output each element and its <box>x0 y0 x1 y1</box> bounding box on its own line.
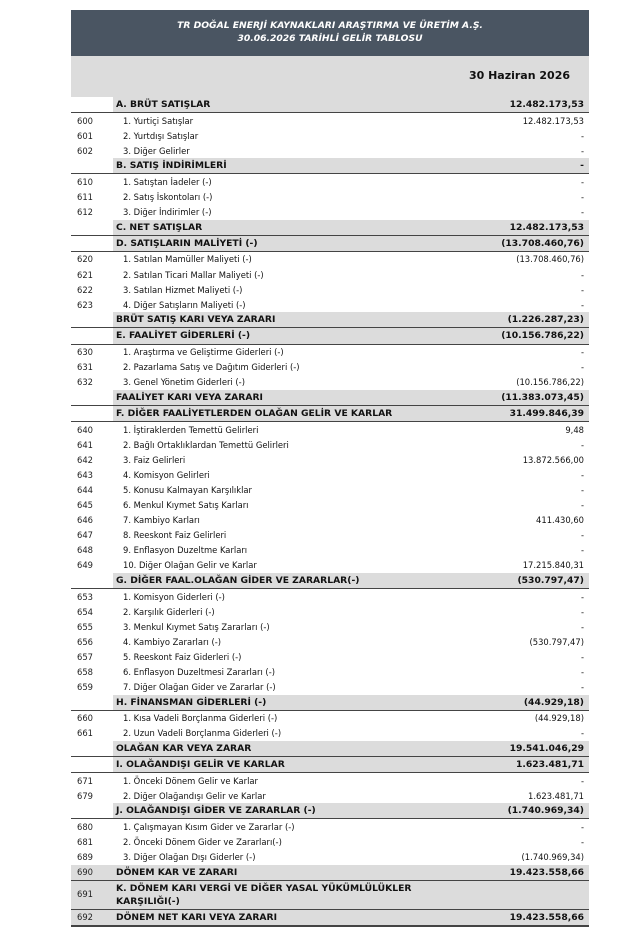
account-row <box>71 251 589 267</box>
account-name: E. FAALİYET GİDERLERİ (-) <box>113 328 416 344</box>
account-name: 6. Enflasyon Duzeltmesi Zararları (-) <box>123 667 275 678</box>
account-value: - <box>580 439 584 450</box>
account-code: 658 <box>77 667 93 678</box>
account-code: 610 <box>77 177 93 188</box>
account-row <box>71 143 589 158</box>
account-name: G. DİĞER FAAL.OLAĞAN GİDER VE ZARARLAR(-) <box>113 573 416 589</box>
account-row <box>71 850 589 865</box>
account-code: 648 <box>77 545 93 556</box>
account-row <box>71 421 589 437</box>
account-code: 655 <box>77 621 93 632</box>
account-name: 2. Satış İskontoları (-) <box>123 192 213 203</box>
account-code: 611 <box>77 192 93 203</box>
account-code <box>71 741 113 757</box>
account-row <box>71 543 589 558</box>
account-value: - <box>580 837 584 848</box>
account-code: 600 <box>77 115 93 126</box>
account-name: 2. Yurtdışı Satışlar <box>123 130 199 141</box>
account-name: 2. Uzun Vadeli Borçlanma Giderleri (-) <box>123 728 282 739</box>
section-row <box>71 880 589 909</box>
account-name: 4. Kambiyo Zararları (-) <box>123 636 222 647</box>
statement-header <box>71 10 589 56</box>
account-name: 2. Pazarlama Satış ve Dağıtım Giderleri (-) <box>123 362 300 373</box>
account-code: 645 <box>77 499 93 510</box>
account-value: 411.430,60 <box>536 515 584 526</box>
account-name: 1. Satıştan İadeler (-) <box>123 177 212 188</box>
account-code: 643 <box>77 469 93 480</box>
account-code: 632 <box>77 377 93 388</box>
account-code: 621 <box>77 269 93 280</box>
account-row <box>71 819 589 835</box>
account-name: 1. Çalışmayan Kısım Gider ve Zararlar (-) <box>123 821 295 832</box>
account-name: C. NET SATIŞLAR <box>113 220 416 236</box>
account-name: 7. Kambiyo Karları <box>123 515 200 526</box>
account-code <box>71 220 113 236</box>
account-name: 1. Yurtiçi Satışlar <box>123 115 194 126</box>
account-row <box>71 467 589 482</box>
account-name: 5. Reeskont Faiz Giderleri (-) <box>123 651 242 662</box>
account-code: 623 <box>77 299 93 310</box>
account-code: 671 <box>77 775 93 786</box>
account-value: 1.623.481,71 <box>416 757 589 773</box>
account-code: 681 <box>77 837 93 848</box>
account-value: (44.929,18) <box>534 713 584 724</box>
account-value: - <box>580 530 584 541</box>
account-code: 630 <box>77 347 93 358</box>
account-row <box>71 835 589 850</box>
account-value: 19.541.046,29 <box>416 741 589 757</box>
account-name: 3. Diğer İndirimler (-) <box>123 207 212 218</box>
income-statement <box>71 10 589 927</box>
account-code: 649 <box>77 560 93 571</box>
account-row <box>71 482 589 497</box>
account-name: A. BRÜT SATIŞLAR <box>113 97 416 113</box>
account-code: 656 <box>77 636 93 647</box>
income-table <box>71 97 589 927</box>
account-row <box>71 297 589 312</box>
account-value: - <box>580 130 584 141</box>
account-value: - <box>580 728 584 739</box>
account-value: (1.740.969,34) <box>416 803 589 819</box>
section-row <box>71 220 589 236</box>
account-row <box>71 205 589 220</box>
account-name: 1. İştiraklerden Temettü Gelirleri <box>123 424 259 435</box>
account-value: (530.797,47) <box>416 573 589 589</box>
account-row <box>71 604 589 619</box>
account-row <box>71 649 589 664</box>
account-value: - <box>580 469 584 480</box>
account-row <box>71 174 589 190</box>
section-row <box>71 405 589 421</box>
period-header <box>71 56 589 94</box>
account-name: 2. Karşılık Giderleri (-) <box>123 606 215 617</box>
company-name: TR DOĞAL ENERJİ KAYNAKLARI ARAŞTIRMA VE ÜRETİM A.Ş. <box>177 20 483 31</box>
account-name: 4. Komisyon Gelirleri <box>123 469 210 480</box>
account-value: 19.423.558,66 <box>416 865 589 881</box>
account-value: (10.156.786,22) <box>516 377 584 388</box>
account-name: 1. Komisyon Giderleri (-) <box>123 591 225 602</box>
account-code: 657 <box>77 651 93 662</box>
statement-title: 30.06.2026 TARİHLİ GELİR TABLOSU <box>237 33 423 44</box>
account-row <box>71 497 589 512</box>
account-name: BRÜT SATIŞ KARI VEYA ZARARI <box>113 312 416 328</box>
account-value: (10.156.786,22) <box>416 328 589 344</box>
account-row <box>71 680 589 695</box>
account-row <box>71 344 589 360</box>
account-row <box>71 619 589 634</box>
account-code <box>71 235 113 251</box>
account-value: - <box>580 362 584 373</box>
account-name: 4. Diğer Satışların Maliyeti (-) <box>123 299 246 310</box>
section-row <box>71 573 589 589</box>
account-code: 644 <box>77 484 93 495</box>
account-row <box>71 452 589 467</box>
account-value: - <box>580 269 584 280</box>
account-name: 5. Konusu Kalmayan Karşılıklar <box>123 484 252 495</box>
account-value: - <box>580 545 584 556</box>
account-value: - <box>580 207 584 218</box>
account-name: K. DÖNEM KARI VERGİ VE DİĞER YASAL YÜKÜMLÜLÜKLER KARŞILIĞI(-) <box>113 880 416 909</box>
account-code: 679 <box>77 790 93 801</box>
account-code <box>71 573 113 589</box>
account-code <box>71 695 113 711</box>
account-row <box>71 558 589 573</box>
account-code: 631 <box>77 362 93 373</box>
account-name: 9. Enflasyon Duzeltme Karları <box>123 545 248 556</box>
account-name: 2. Diğer Olağandışı Gelir ve Karlar <box>123 790 266 801</box>
account-name: DÖNEM KAR VE ZARARI <box>113 865 416 881</box>
account-name: H. FİNANSMAN GİDERLERİ (-) <box>113 695 416 711</box>
account-row <box>71 282 589 297</box>
account-row <box>71 773 589 789</box>
section-row <box>71 741 589 757</box>
account-row <box>71 267 589 282</box>
section-row <box>71 158 589 174</box>
account-name: 2. Bağlı Ortaklıklardan Temettü Gelirleri <box>123 439 289 450</box>
account-value: - <box>580 499 584 510</box>
account-code: 692 <box>71 909 113 926</box>
account-name: DÖNEM NET KARI VEYA ZARARI <box>113 909 416 926</box>
account-value: - <box>416 158 589 174</box>
account-code: 690 <box>71 865 113 881</box>
account-row <box>71 513 589 528</box>
account-row <box>71 664 589 679</box>
account-name: 1. Satılan Mamüller Maliyeti (-) <box>123 254 252 265</box>
account-value: - <box>580 606 584 617</box>
account-value: - <box>580 775 584 786</box>
account-value: - <box>580 299 584 310</box>
account-name: 7. Diğer Olağan Gider ve Zararlar (-) <box>123 682 276 693</box>
account-name: FAALİYET KARI VEYA ZARARI <box>113 390 416 406</box>
account-value: (11.383.073,45) <box>416 390 589 406</box>
account-code <box>71 405 113 421</box>
account-code: 653 <box>77 591 93 602</box>
account-value: 9,48 <box>565 424 584 435</box>
income-table-body <box>71 97 589 926</box>
account-row <box>71 190 589 205</box>
account-value: 31.499.846,39 <box>416 405 589 421</box>
account-code: 691 <box>71 880 113 909</box>
account-code: 640 <box>77 424 93 435</box>
account-name: 3. Satılan Hizmet Maliyeti (-) <box>123 284 243 295</box>
account-row <box>71 589 589 605</box>
account-value <box>416 880 589 909</box>
account-value: - <box>580 591 584 602</box>
account-name: 3. Diğer Olağan Dışı Giderler (-) <box>123 852 256 863</box>
section-row <box>71 865 589 881</box>
account-name: 1. Araştırma ve Geliştirme Giderleri (-) <box>123 347 284 358</box>
account-value: - <box>580 284 584 295</box>
account-value: (13.708.460,76) <box>516 254 584 265</box>
account-code: 620 <box>77 254 93 265</box>
account-name: B. SATIŞ İNDİRİMLERİ <box>113 158 416 174</box>
section-row <box>71 328 589 344</box>
account-code <box>71 390 113 406</box>
account-value: - <box>580 821 584 832</box>
section-row <box>71 909 589 926</box>
account-code: 641 <box>77 439 93 450</box>
account-value: (1.740.969,34) <box>521 852 584 863</box>
account-value: 19.423.558,66 <box>416 909 589 926</box>
account-name: 8. Reeskont Faiz Gelirleri <box>123 530 227 541</box>
account-name: 3. Diğer Gelirler <box>123 145 190 156</box>
section-row <box>71 695 589 711</box>
account-code <box>71 803 113 819</box>
account-row <box>71 437 589 452</box>
account-code: 646 <box>77 515 93 526</box>
account-name: 6. Menkul Kıymet Satış Karları <box>123 499 249 510</box>
account-code: 689 <box>77 852 93 863</box>
account-row <box>71 128 589 143</box>
account-code: 659 <box>77 682 93 693</box>
account-code: 612 <box>77 207 93 218</box>
account-value: - <box>580 651 584 662</box>
section-row <box>71 390 589 406</box>
account-value: (530.797,47) <box>529 636 584 647</box>
account-code: 680 <box>77 821 93 832</box>
account-code: 602 <box>77 145 93 156</box>
account-value: 17.215.840,31 <box>522 560 584 571</box>
account-name: OLAĞAN KAR VEYA ZARAR <box>113 741 416 757</box>
account-value: (13.708.460,76) <box>416 235 589 251</box>
account-code: 647 <box>77 530 93 541</box>
account-name: 3. Menkul Kıymet Satış Zararları (-) <box>123 621 270 632</box>
account-code: 642 <box>77 454 93 465</box>
account-row <box>71 360 589 375</box>
account-row <box>71 788 589 803</box>
account-value: - <box>580 667 584 678</box>
account-value: - <box>580 484 584 495</box>
account-code <box>71 158 113 174</box>
account-row <box>71 726 589 741</box>
account-name: J. OLAĞANDIŞI GİDER VE ZARARLAR (-) <box>113 803 416 819</box>
account-code <box>71 97 113 113</box>
section-row <box>71 312 589 328</box>
account-value: - <box>580 682 584 693</box>
account-value: 12.482.173,53 <box>416 97 589 113</box>
period-label: 30 Haziran 2026 <box>468 69 570 82</box>
account-code: 660 <box>77 713 93 724</box>
account-value: (44.929,18) <box>416 695 589 711</box>
account-code: 661 <box>77 728 93 739</box>
account-name: 1. Kısa Vadeli Borçlanma Giderleri (-) <box>123 713 278 724</box>
account-name: 2. Satılan Ticari Mallar Maliyeti (-) <box>123 269 264 280</box>
account-name: 2. Önceki Dönem Gider ve Zararları(-) <box>123 837 282 848</box>
account-name: 3. Faiz Gelirleri <box>123 454 186 465</box>
account-code <box>71 757 113 773</box>
account-name: F. DİĞER FAALİYETLERDEN OLAĞAN GELİR VE KARLAR <box>113 405 416 421</box>
account-name: I. OLAĞANDIŞI GELİR VE KARLAR <box>113 757 416 773</box>
account-row <box>71 528 589 543</box>
section-row <box>71 235 589 251</box>
account-code: 654 <box>77 606 93 617</box>
account-row <box>71 710 589 726</box>
section-row <box>71 757 589 773</box>
account-value: 1.623.481,71 <box>528 790 584 801</box>
account-name: D. SATIŞLARIN MALİYETİ (-) <box>113 235 416 251</box>
account-row <box>71 113 589 129</box>
account-value: 12.482.173,53 <box>416 220 589 236</box>
account-value: (1.226.287,23) <box>416 312 589 328</box>
account-value: - <box>580 621 584 632</box>
account-value: - <box>580 192 584 203</box>
account-value: - <box>580 347 584 358</box>
account-name: 1. Önceki Dönem Gelir ve Karlar <box>123 775 258 786</box>
account-name: 10. Diğer Olağan Gelir ve Karlar <box>123 560 257 571</box>
account-value: - <box>580 177 584 188</box>
section-row <box>71 803 589 819</box>
account-code <box>71 328 113 344</box>
account-row <box>71 375 589 390</box>
account-value: 13.872.566,00 <box>522 454 584 465</box>
account-code: 622 <box>77 284 93 295</box>
section-row <box>71 97 589 113</box>
account-code: 601 <box>77 130 93 141</box>
account-value: 12.482.173,53 <box>522 115 584 126</box>
account-row <box>71 634 589 649</box>
account-code <box>71 312 113 328</box>
account-name: 3. Genel Yönetim Giderleri (-) <box>123 377 245 388</box>
account-value: - <box>580 145 584 156</box>
